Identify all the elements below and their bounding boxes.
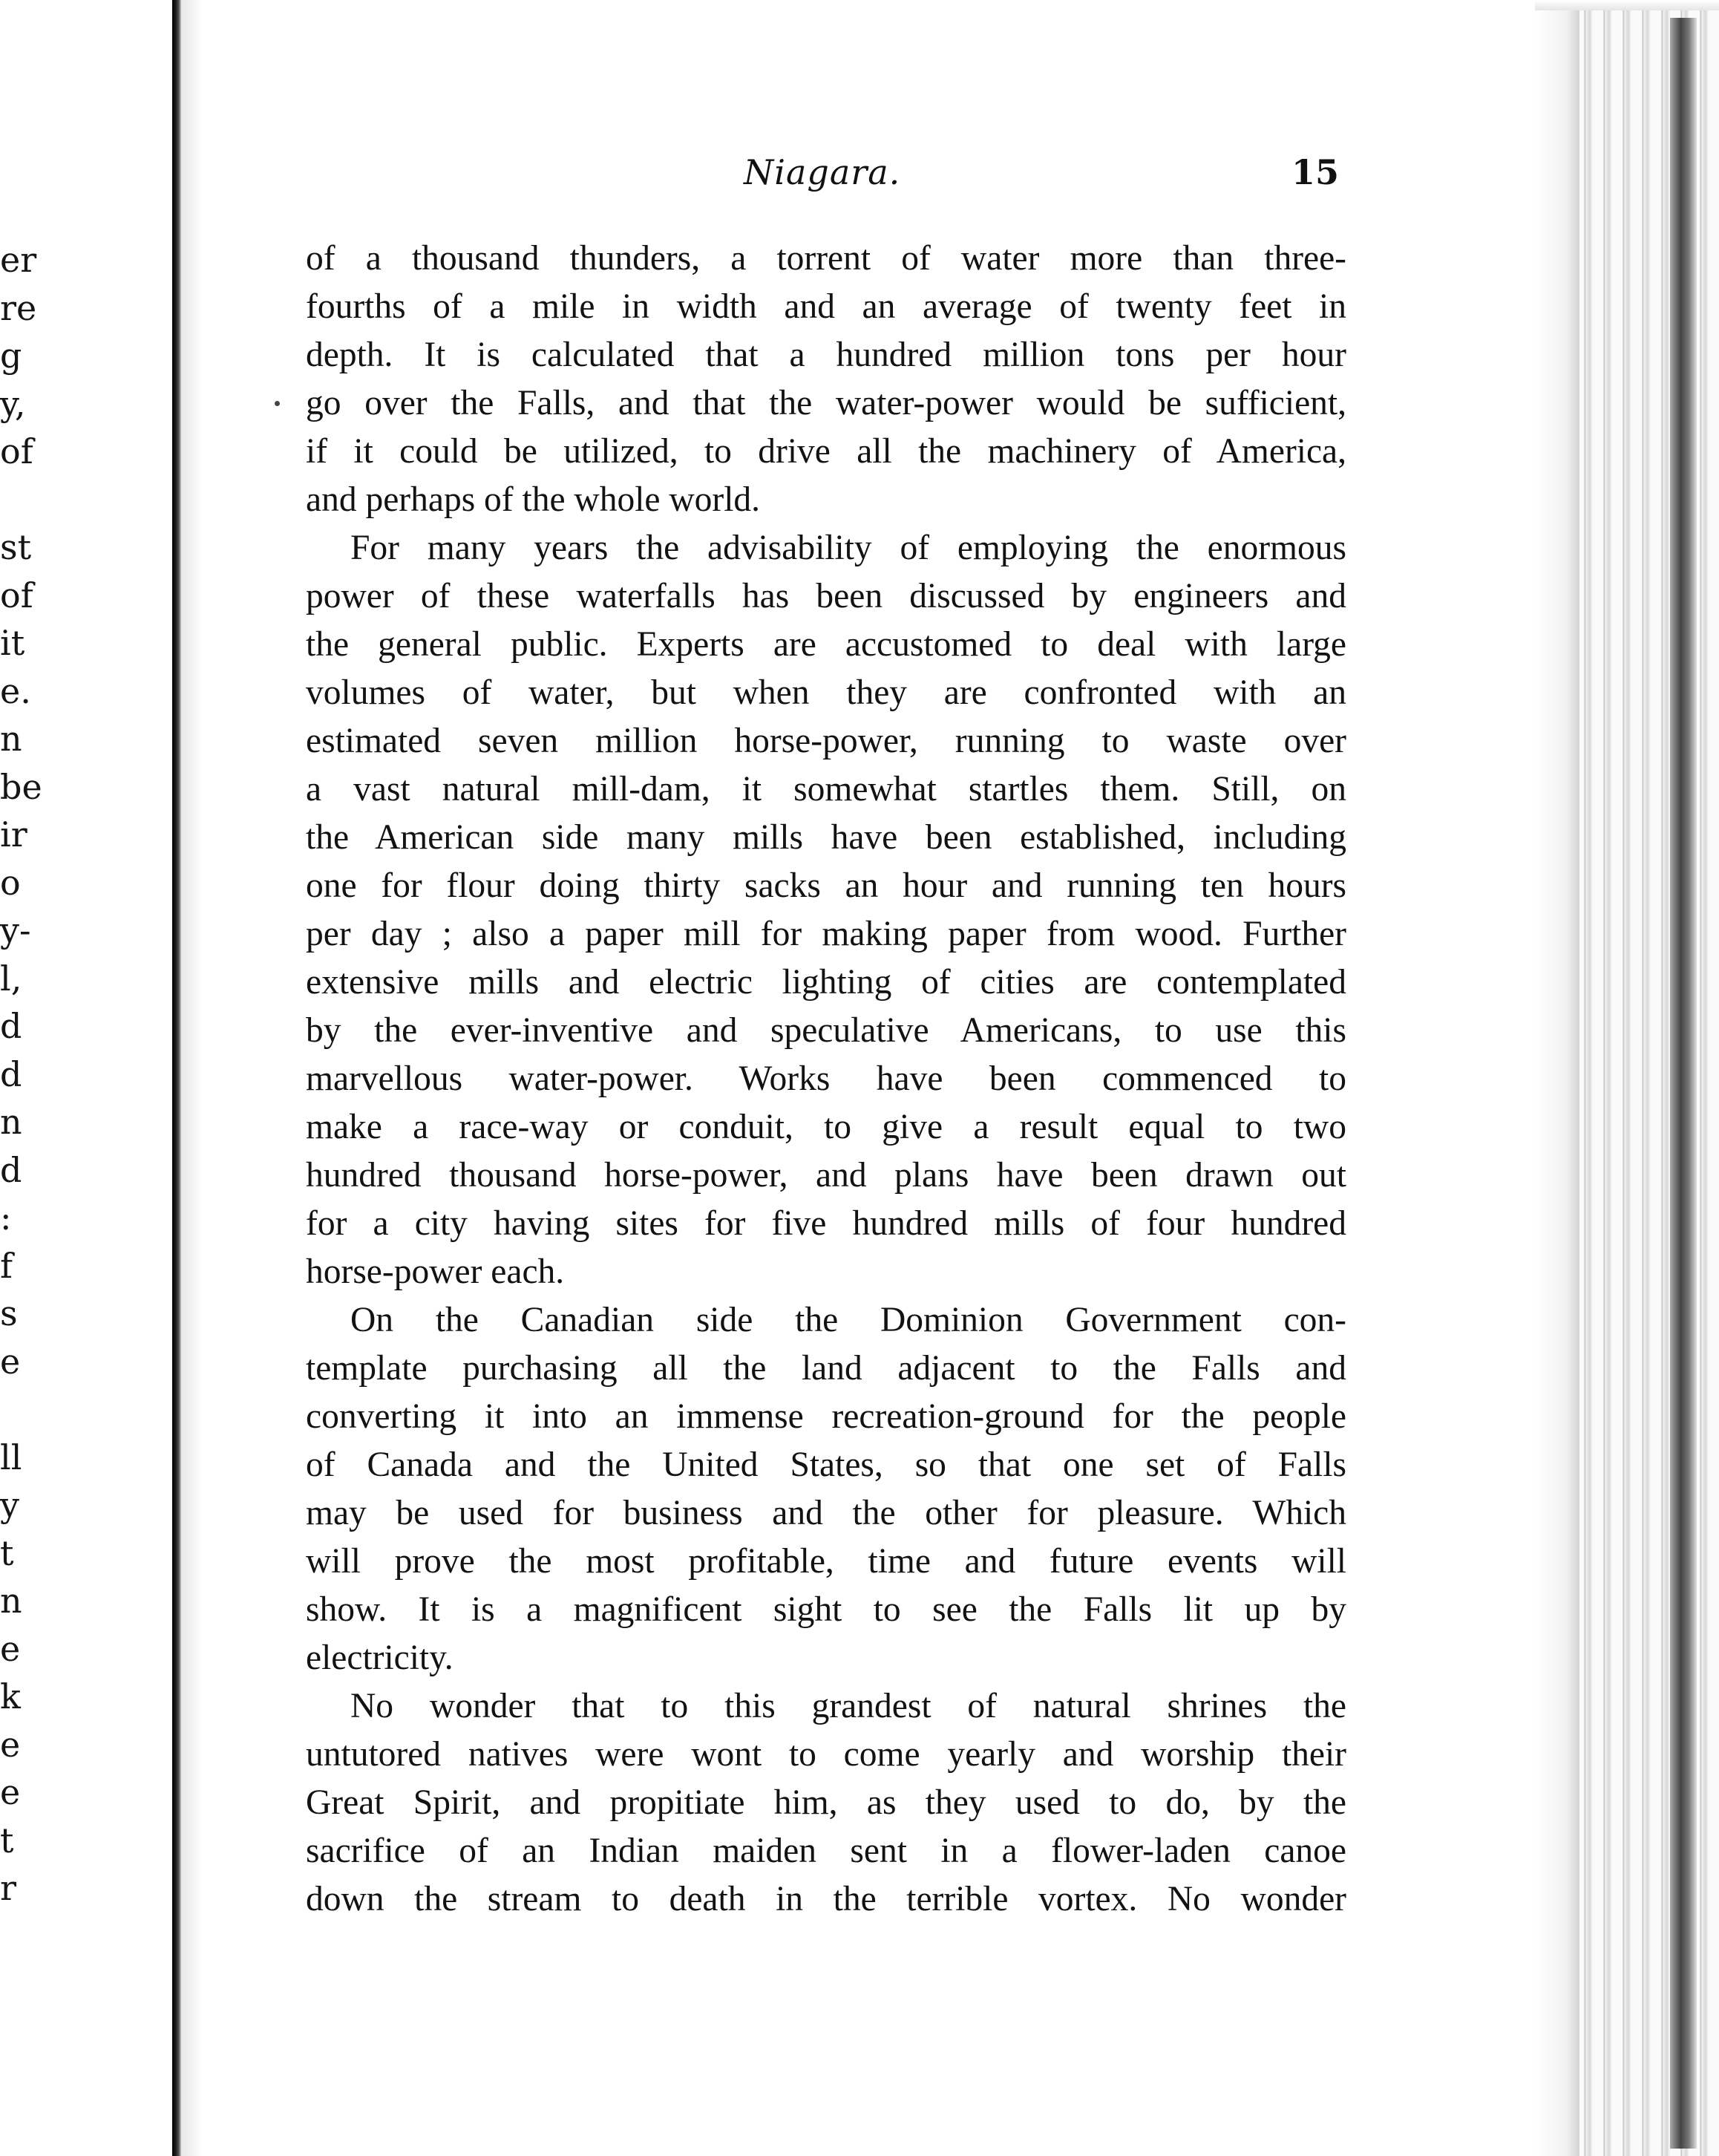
text-line: show. It is a magnificent sight to see the Falls lit up by (306, 1590, 1346, 1629)
text-line: hundred thousand horse-power, and plans have been drawn out (306, 1156, 1346, 1195)
book-cover-edge (1670, 18, 1697, 2149)
paragraph (306, 1682, 1346, 1924)
text-line: make a race-way or conduit, to give a result equal to two (306, 1108, 1346, 1146)
page-edges-shadow (1535, 9, 1579, 2156)
left-page-text-fragments (0, 236, 42, 1912)
left-page-fragment: e (0, 1724, 21, 1765)
left-page-fragment: e (0, 1341, 21, 1382)
left-page-fragment (0, 1385, 30, 1434)
text-line: depth. It is calculated that a hundred million tons per hour (306, 336, 1346, 374)
text-line: per day ; also a paper mill for making paper from wood. Further (306, 915, 1346, 953)
left-page-fragment: e. (0, 670, 31, 711)
left-facing-page (0, 0, 172, 2156)
left-page-fragment: t (0, 1532, 14, 1573)
left-page-fragment: st (0, 527, 32, 567)
left-page-fragment: d (0, 1006, 22, 1046)
left-page-fragment: ll (0, 1437, 22, 1477)
page-number: 15 (1291, 152, 1340, 192)
left-page-fragment: n (0, 719, 22, 759)
left-page-fragment: d (0, 1054, 22, 1094)
text-line: untutored natives were wont to come yearly and worship their (306, 1735, 1346, 1774)
text-line: power of these waterfalls has been discussed by engineers and (306, 577, 1346, 615)
left-page-fragment: o (0, 862, 21, 903)
text-line: sacrifice of an Indian maiden sent in a flower-laden canoe (306, 1832, 1346, 1870)
book-gutter (172, 0, 181, 2156)
text-line: the general public. Experts are accustomed to deal with large (306, 625, 1346, 664)
left-page-fragment: k (0, 1676, 21, 1716)
text-line: For many years the advisability of employing the enormous (350, 529, 1346, 567)
text-line: fourths of a mile in width and an average of twenty feet in (306, 287, 1346, 326)
text-line: down the stream to death in the terrible vortex. No wonder (306, 1880, 1346, 1918)
text-line: go over the Falls, and that the water-power would be sufficient, (306, 384, 1346, 422)
left-page-fragment: r (0, 1868, 16, 1908)
left-page-fragment: y (0, 1485, 19, 1525)
text-line: if it could be utilized, to drive all the machinery of America, (306, 432, 1346, 471)
left-page-fragment: y, (0, 383, 26, 424)
left-page-fragment: l, (0, 958, 22, 999)
text-line: estimated seven million horse-power, running to waste over (306, 722, 1346, 760)
body-text (306, 235, 1346, 1924)
paragraph (306, 524, 1346, 1296)
text-line: a vast natural mill-dam, it somewhat startles them. Still, on (306, 770, 1346, 808)
text-line: template purchasing all the land adjacent to the Falls and (306, 1349, 1346, 1388)
text-line: converting it into an immense recreation-ground for the people (306, 1397, 1346, 1436)
left-page-fragment: : (0, 1198, 12, 1238)
paragraph (306, 1296, 1346, 1682)
left-page-fragment: g (0, 336, 22, 376)
text-line: by the ever-inventive and speculative Americans, to use this (306, 1011, 1346, 1050)
text-line: marvellous water-power. Works have been commenced to (306, 1059, 1346, 1098)
text-line: and perhaps of the whole world. (306, 480, 761, 519)
text-line: extensive mills and electric lighting of cities are contemplated (306, 963, 1346, 1002)
text-line: will prove the most profitable, time and future events will (306, 1542, 1346, 1581)
left-page-fragment: it (0, 623, 25, 663)
book-page (203, 0, 1535, 2156)
text-line: one for flour doing thirty sacks an hour and running ten hours (306, 866, 1346, 905)
text-line: horse-power each. (306, 1252, 565, 1291)
gutter-shadow (181, 0, 203, 2156)
left-page-fragment: s (0, 1293, 18, 1333)
text-line: volumes of water, but when they are confronted with an (306, 673, 1346, 712)
left-page-fragment: t (0, 1820, 14, 1861)
paragraph (306, 235, 1346, 524)
text-line: On the Canadian side the Dominion Government con- (350, 1301, 1346, 1339)
text-line: of a thousand thunders, a torrent of water more than three- (306, 239, 1346, 278)
left-page-fragment: d (0, 1149, 22, 1190)
stray-ink-mark (275, 401, 280, 406)
left-page-fragment: e (0, 1628, 21, 1669)
text-line: of Canada and the United States, so that one set of Falls (306, 1446, 1346, 1484)
page-edges-top (1535, 0, 1719, 10)
running-header (203, 150, 1535, 195)
left-page-fragment: n (0, 1581, 22, 1621)
text-line: the American side many mills have been established, including (306, 818, 1346, 857)
left-page-fragment: n (0, 1102, 22, 1142)
left-page-fragment: of (0, 575, 33, 615)
left-page-fragment: y- (0, 910, 31, 950)
left-page-fragment: e (0, 1772, 21, 1812)
text-line: No wonder that to this grandest of natural shrines the (350, 1687, 1346, 1725)
left-page-fragment (0, 476, 30, 524)
running-title: Niagara. (744, 152, 901, 192)
text-line: Great Spirit, and propitiate him, as they used to do, by the (306, 1783, 1346, 1822)
text-line: electricity. (306, 1639, 454, 1677)
left-page-fragment: of (0, 431, 33, 471)
left-page-fragment: re (0, 287, 37, 328)
text-line: may be used for business and the other for pleasure. Which (306, 1494, 1346, 1532)
left-page-fragment: ir (0, 814, 27, 855)
left-page-fragment: be (0, 766, 42, 807)
text-line: for a city having sites for five hundred mills of four hundred (306, 1204, 1346, 1243)
left-page-fragment: f (0, 1245, 13, 1286)
left-page-fragment: er (0, 240, 37, 280)
